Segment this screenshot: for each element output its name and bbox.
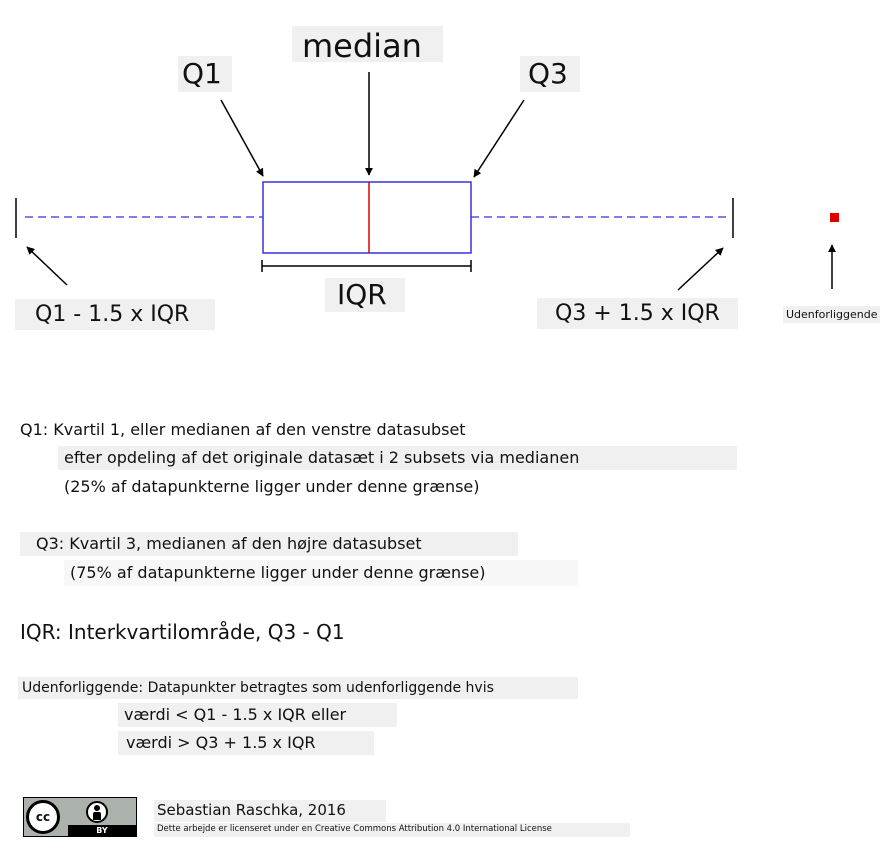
attribution-person-icon bbox=[86, 801, 108, 823]
iqr-description: IQR: Interkvartilområde, Q3 - Q1 bbox=[20, 620, 345, 644]
q1-description-line-2: efter opdeling af det originale datasæt i 2 subsets via medianen bbox=[58, 446, 737, 470]
q3-arrow bbox=[474, 100, 524, 177]
upper-whisker-arrow bbox=[678, 248, 723, 290]
cc-icon: cc bbox=[26, 800, 60, 834]
q1-description-line-1: Q1: Kvartil 1, eller medianen af den venstre datasubset bbox=[18, 419, 530, 440]
q3-label: Q3 bbox=[520, 56, 580, 92]
iqr-box bbox=[263, 182, 471, 253]
outlier-marker bbox=[830, 213, 839, 222]
by-label: BY bbox=[68, 825, 136, 836]
author-credit: Sebastian Raschka, 2016 bbox=[154, 800, 386, 822]
cc-by-license-badge bbox=[23, 797, 137, 837]
q3-description-line-2: (75% af datapunkterne ligger under denne grænse) bbox=[64, 560, 578, 586]
outlier-label: Udenforliggende bbox=[783, 306, 880, 323]
outlier-description-line-2: værdi < Q1 - 1.5 x IQR eller bbox=[118, 703, 397, 727]
lower-whisker-arrow bbox=[27, 247, 67, 285]
q3-description-line-1: Q3: Kvartil 3, medianen af den højre datasubset bbox=[20, 532, 518, 556]
q1-label: Q1 bbox=[178, 56, 232, 92]
iqr-label: IQR bbox=[325, 278, 405, 312]
lower-whisker-label: Q1 - 1.5 x IQR bbox=[15, 299, 215, 330]
median-label: median bbox=[292, 26, 443, 62]
outlier-description-line-3: værdi > Q3 + 1.5 x IQR bbox=[118, 731, 374, 755]
upper-whisker-label: Q3 + 1.5 x IQR bbox=[537, 298, 738, 329]
q1-arrow bbox=[221, 100, 263, 176]
license-text: Dette arbejde er licenseret under en Creative Commons Attribution 4.0 International License bbox=[154, 823, 630, 837]
outlier-description-line-1: Udenforliggende: Datapunkter betragtes som udenforliggende hvis bbox=[18, 677, 578, 699]
q1-description-line-3: (25% af datapunkterne ligger under denne grænse) bbox=[58, 475, 588, 499]
